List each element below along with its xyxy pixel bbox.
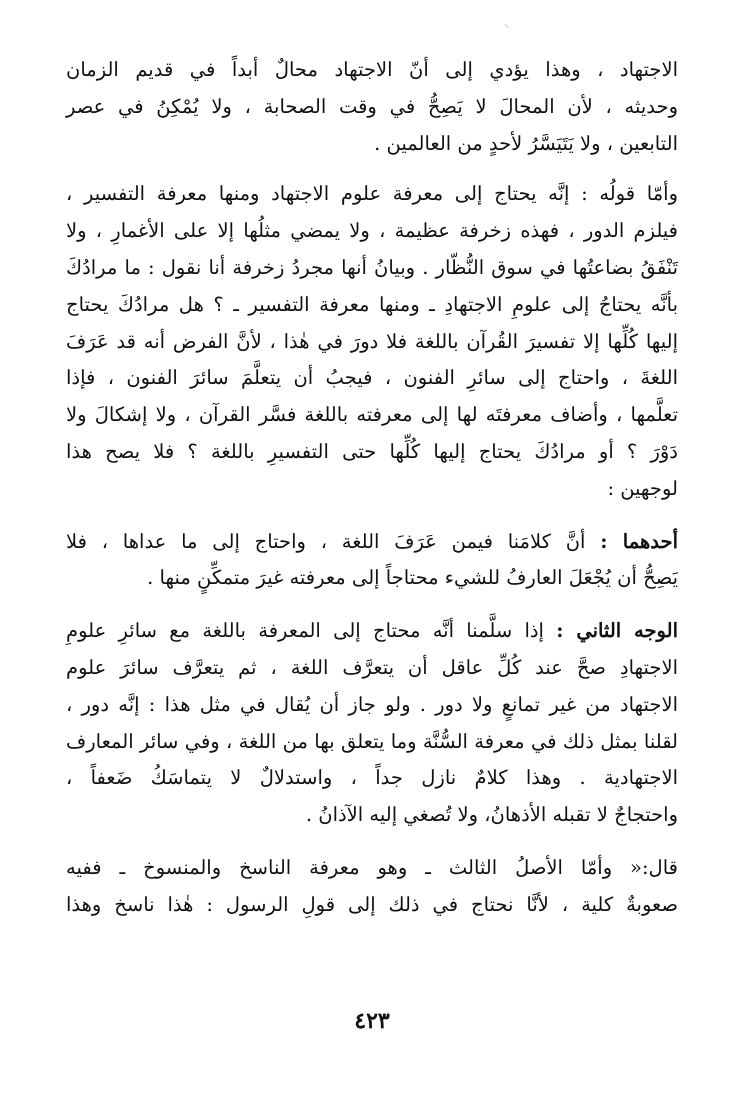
text-line: يَصِحُّ أن يُجْعَلَ العارفُ للشيء محتاجاً إلى معرفته غيرَ متمكِّنٍ منها . [147, 566, 678, 590]
text-line: لوجهين : [607, 476, 678, 500]
text-line: لقلنا بمثل ذلك في معرفة السُّنَّة وما يتعلق بها من اللغة ، وفي سائر المعارف [66, 729, 678, 753]
paragraph-4 [66, 613, 678, 834]
text-line: الاجتهاد ، وهذا يؤدي إلى أنّ الاجتهاد محالٌ أبداً في قديم الزمان [66, 58, 678, 81]
text-fragment: أنَّ كلامَنا فيمن عَرَفَ اللغة ، واحتاج إلى ما عداها ، فلا [66, 529, 586, 553]
text-line: وحديثه ، لأن المحالَ لا يَصِحُّ في وقت الصحابة ، ولا يُمْكِنُ في عصر [66, 94, 678, 118]
text-line: تعلَّمها ، وأضاف معرفتَه لها إلى معرفته باللغة فسَّر القرآن ، ولا إشكالَ ولا [66, 403, 678, 427]
paragraph-5 [66, 850, 678, 924]
text-line: صعوبةٌ كلية ، لأنَّا نحتاج في ذلك إلى قولِ الرسول : هٰذا ناسخ وهذا [66, 892, 678, 916]
paragraph-lead: الوجه الثاني : [556, 619, 678, 643]
text-line: وأمّا قولُه : إنَّه يحتاج إلى معرفة علوم الاجتهاد ومنها معرفة التفسير ، [66, 182, 678, 206]
paragraph-lead: أحدهما : [600, 529, 678, 553]
text-line [66, 613, 678, 650]
text-line: الاجتهادية . وهذا كلامٌ نازل جداً ، واستدلالٌ لا يتماسَكُ ضَعفاً ، [66, 766, 678, 790]
page-body [66, 52, 678, 924]
scan-mark: ⸜ [504, 19, 509, 30]
text-line: قال:« وأمّا الأصلُ الثالث ـ وهو معرفة الناسخ والمنسوخ ـ ففيه [66, 855, 678, 879]
text-line: بأنَّه يحتاجُ إلى علومِ الاجتهادِ ـ ومنها معرفة التفسير ـ ؟ هل مرادُكَ يحتاج [66, 292, 678, 316]
text-line: الاجتهادِ صحَّ عند كُلِّ عاقل أن يتعرَّف اللغة ، ثم يتعرَّف سائرَ علوم [66, 655, 678, 679]
text-line: تَنْفَقُ بضاعتُها في سوق النُّظّار . وبيانُ أنها مجردُ زخرفة أنا نقول : ما مرادُكَ [66, 255, 678, 279]
text-line: التابعين ، ولا يَتَيَسَّرُ لأحدٍ من العالمين . [374, 131, 678, 155]
text-line: فيلزم الدور ، فهذه زخرفة عظيمة ، ولا يمضي مثلُها إلا على الأغمارِ ، ولا [66, 219, 678, 243]
paragraph-3 [66, 524, 678, 598]
text-line: دَوْرَ ؟ أو مرادُكَ يحتاج إليها كُلِّها حتى التفسيرِ باللغة ؟ فلا يصح هذا [66, 439, 678, 463]
text-line: اللغةَ ، واحتاج إلى سائرِ الفنون ، فيجبُ أن يتعلَّمَ سائرَ الفنون ، فإذا [66, 366, 678, 390]
text-line [66, 524, 678, 561]
paragraph-2 [66, 176, 678, 507]
text-line: واحتجاجٌ لا تقبله الأذهانُ، ولا تُصغي إليه الآذانُ . [305, 803, 678, 827]
text-line: إليها كُلِّها إلا تفسيرَ القُرآن باللغة فلا دورَ في هٰذا ، لأنَّ الفرض أنه قد عَرَفَ [66, 329, 678, 353]
text-line: الاجتهاد من غير تمانعٍ ولا دور . ولو جاز أن يُقال في مثل هذا : إنَّه دور ، [66, 692, 678, 716]
page-number: ٤٢٣ [354, 1008, 390, 1034]
text-fragment: إذا سلَّمنا أنَّه محتاج إلى المعرفة باللغة مع سائرِ علومِ [66, 619, 544, 643]
paragraph-1 [66, 52, 678, 162]
